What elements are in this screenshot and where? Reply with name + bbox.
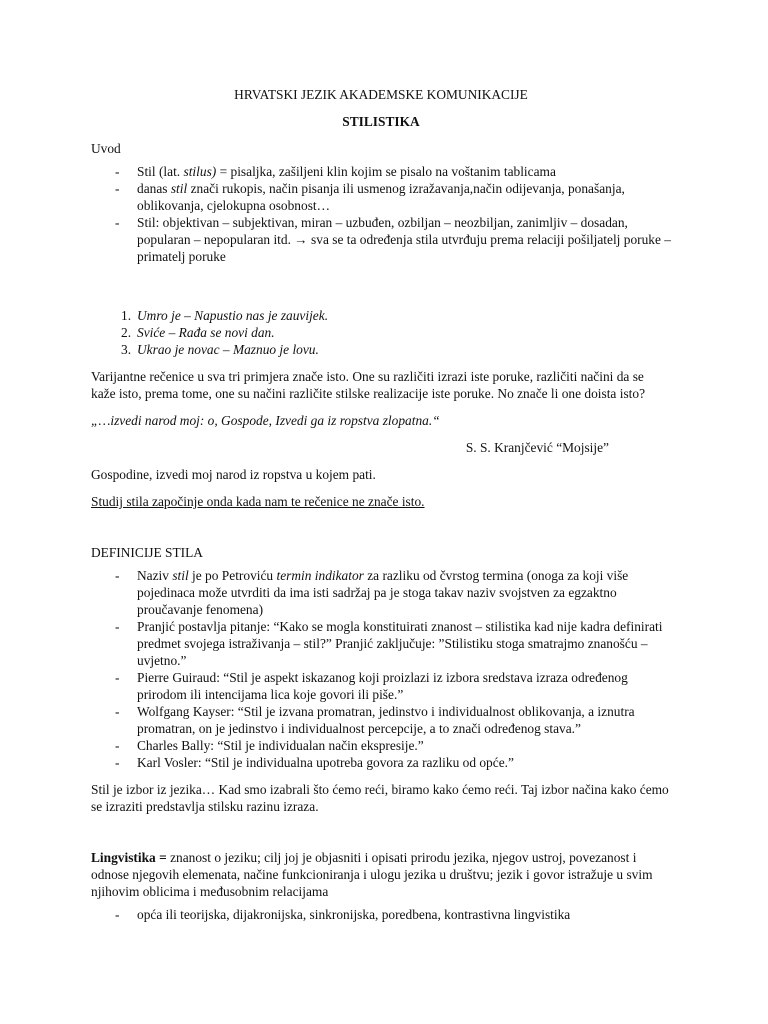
definicija-item-2: - Pranjić postavlja pitanje: “Kako se mogla konstituirati znanost – stilistika kad nije kadra definirati predmet svojega istraživanja – stil?” Pranjić zaključuje: ”Stilistiku stoga smatrajmo znanošću – uvjetno.” [91, 618, 671, 669]
document-subtitle: STILISTIKA [342, 114, 420, 129]
italic-term: termin indikator [276, 568, 364, 583]
quote-text [91, 412, 671, 429]
text-run: Naziv [137, 568, 173, 583]
italic-term: stil [172, 568, 189, 583]
example-number: 3. [121, 342, 132, 357]
paragraph-studij [91, 493, 671, 510]
text-run: = pisaljka, zašiljeni klin kojim se pisalo na voštanim tablicama [216, 164, 556, 179]
paragraph-lingvistika [91, 849, 671, 900]
paragraph-varijantne: Varijantne rečenice u sva tri primjera znače isto. One su različiti izrazi iste poruke, različiti načini da se kaže isto, prema tome, one su načini različite stilske realizacije iste poruke. No znače li one doista isto? [91, 369, 646, 401]
text-run: znanost o jeziku; cilj joj je objasniti i opisati prirodu jezika, njegov ustroj, povezanost i odnose njegovih elemenata, načine funkcioniranja i ulogu jezika u društvu; jezik i govor istražuje u svim njihovim oblicima i međusobnim relacijama [91, 850, 653, 899]
definicija-item-1 [91, 567, 671, 618]
section-heading-uvod: Uvod [91, 141, 121, 156]
quote-author: S. S. Kranjčević “Mojsije” [465, 440, 609, 455]
examples-list [91, 307, 671, 358]
underlined-text: Studij stila započinje onda kada nam te rečenice ne znače isto. [91, 494, 425, 509]
uvod-item-2 [91, 180, 671, 214]
example-text: Ukrao je novac – Maznuo je lovu. [137, 342, 319, 357]
example-text: Sviće – Rađa se novi dan. [137, 325, 275, 340]
definicija-item-3: - Pierre Guiraud: “Stil je aspekt iskazanog koji proizlazi iz izbora sredstava izraza određenog prirodom ili intencijama lica koje govori ili piše.” [91, 669, 671, 703]
example-number: 1. [121, 308, 132, 323]
italic-term: stil [170, 181, 188, 196]
document-title: HRVATSKI JEZIK AKADEMSKE KOMUNIKACIJE [234, 87, 528, 102]
text-run: znači rukopis, način pisanja ili usmenog izražavanja,način odijevanja, ponašanja, oblikovanja, cjelokupna osobnost… [137, 181, 625, 213]
text-run: je po Petroviću [188, 568, 277, 583]
definicije-list [91, 567, 671, 771]
uvod-list [91, 163, 671, 265]
uvod-item-3: - Stil: objektivan – subjektivan, miran – uzbuđen, ozbiljan – neozbiljan, zanimljiv – dosadan, popularan – nepopularan itd. → sva se ta određenja stila utvrđuju prema relaciji pošiljatelj poruke – primatelj poruke [91, 214, 671, 265]
uvod-item-1 [91, 163, 671, 180]
italic-term: stilus) [183, 164, 217, 179]
example-item-2 [91, 324, 671, 341]
paragraph-gospodine: Gospodine, izvedi moj narod iz ropstva u kojem pati. [91, 467, 376, 482]
bold-equals: = [155, 850, 171, 865]
example-text: Umro je – Napustio nas je zauvijek. [137, 308, 329, 323]
section-heading-definicije: DEFINICIJE STILA [91, 545, 203, 560]
lingvistika-item-1: - opća ili teorijska, dijakronijska, sinkronijska, poredbena, kontrastivna lingvistika [91, 906, 671, 923]
definicija-item-4: - Wolfgang Kayser: “Stil je izvana promatran, jedinstvo i individualnost oblikovanja, a iznutra promatran, on je jedinstvo i individualnost percepcije, a to znači određenog stava.” [91, 703, 671, 737]
lingvistika-list [91, 906, 671, 923]
bold-term: Lingvistika [91, 850, 156, 865]
definicija-item-5: - Charles Bally: “Stil je individualan način ekspresije.” [91, 737, 671, 754]
example-item-1 [91, 307, 671, 324]
definicija-item-6: - Karl Vosler: “Stil je individualna upotreba govora za razliku od opće.” [91, 754, 671, 771]
quote-italic: „…izvedi narod moj: o, Gospode, Izvedi ga iz ropstva zlopatna.“ [91, 413, 440, 428]
paragraph-izbor: Stil je izbor iz jezika… Kad smo izabrali što ćemo reći, biramo kako ćemo reći. Taj izbor načina kako ćemo se izraziti predstavlja stilsku razinu izraza. [91, 782, 669, 814]
text-run: za razliku od čvrstog termina (onoga za koji više pojedinaca može utvrditi da ima isti sadržaj pa je stoga takav naziv svojstven za egzaktno proučavanje fenomena) [137, 568, 629, 617]
document-content [91, 86, 671, 923]
text-run: Stil (lat. [137, 164, 184, 179]
example-item-3 [91, 341, 671, 358]
text-run: danas [137, 181, 171, 196]
example-number: 2. [121, 325, 132, 340]
